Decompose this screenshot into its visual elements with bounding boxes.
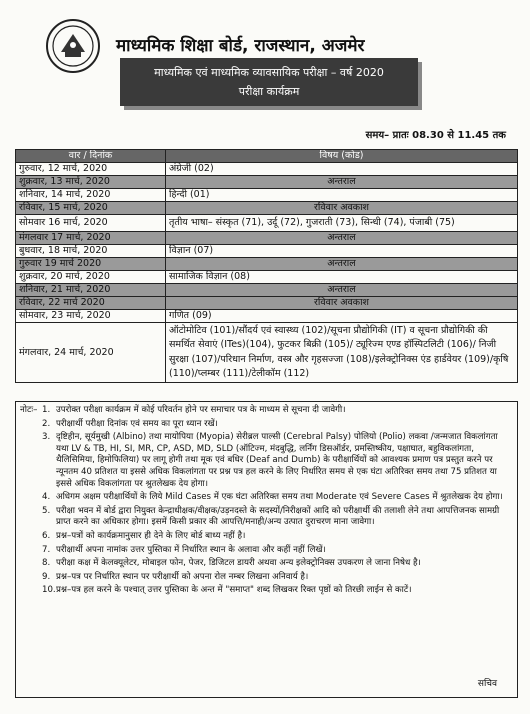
note-text: प्रश्न–पत्रों को कार्यक्रमानुसार ही देने के लिए बोर्ड बाध्य नहीं है। (56, 530, 246, 541)
table-row (16, 163, 518, 176)
note-text: उपरोक्त परीक्षा कार्यक्रम में कोई परिवर्तन होने पर समाचार पत्र के माध्यम से सूचना दी जावेगी। (56, 405, 346, 415)
board-emblem-icon (45, 18, 101, 74)
row-day: शनिवार, 21 मार्च, 2020 (16, 284, 166, 297)
row-day: मंगलवार 17 मार्च, 2020 (16, 232, 166, 245)
table-row (16, 232, 518, 245)
note-heading (20, 492, 42, 504)
note-item (20, 545, 511, 557)
column-header-day: वार / दिनांक (16, 150, 166, 163)
row-subject: सामाजिक विज्ञान (08) (166, 271, 518, 284)
note-item (20, 419, 511, 431)
note-number: 5. (42, 505, 51, 516)
note-heading (20, 558, 42, 570)
row-day: शुक्रवार, 20 मार्च, 2020 (16, 271, 166, 284)
row-subject: अन्तराल (166, 258, 518, 271)
note-heading (20, 545, 42, 557)
row-subject: अन्तराल (166, 284, 518, 297)
note-heading (20, 506, 42, 529)
note-text: परीक्षार्थी परीक्षा दिनांक एवं समय का पूरा ध्यान रखें। (56, 418, 218, 429)
row-subject: रविवार अवकाश (166, 202, 518, 215)
note-item (20, 558, 511, 570)
note-heading (20, 432, 42, 490)
note-heading (20, 531, 42, 543)
table-row (16, 245, 518, 258)
exam-banner (120, 58, 418, 106)
note-number: 1. (42, 405, 51, 415)
note-number: 8. (42, 558, 51, 569)
table-row (16, 284, 518, 297)
note-text: परीक्षार्थी अपना नामांक उत्तर पुस्तिका में निर्धारित स्थान के अलावा और कहीं नहीं लिखें। (56, 544, 326, 555)
table-row (16, 297, 518, 310)
note-heading: नोटः– (20, 405, 38, 415)
notes-box (15, 401, 518, 698)
row-day: गुरुवार 19 मार्च 2020 (16, 258, 166, 271)
note-number: 10. (42, 585, 56, 596)
row-day: गुरुवार, 12 मार्च, 2020 (16, 163, 166, 176)
note-item (20, 572, 511, 584)
table-row (16, 202, 518, 215)
row-day: रविवार, 22 मार्च 2020 (16, 297, 166, 310)
table-header-row (16, 150, 518, 163)
note-number: 4. (42, 492, 51, 503)
note-text: प्रश्न–पत्र पर निर्धारित स्थान पर परीक्षार्थी को अपना रोल नम्बर लिखना अनिवार्य है। (56, 571, 309, 582)
note-text: परीक्षा भवन में बोर्ड द्वारा नियुक्त केन्द्राधीक्षक/वीक्षक/उड़नदस्ते के सदस्यों/निरीक्षकों आदि को परीक्षार्थी की तलाशी लेने तथा आपत्तिजनक सामग्री प्राप्त करने का अधिकार होगा। इसमें किसी प्रकार की आपत्ति/मनाही/अन्य उत्पात दुराचरण माना जावेगा। (56, 505, 500, 528)
note-number: 2. (42, 418, 51, 429)
note-text: दृष्टिहीन, सूर्यमुखी (Albino) तथा मायोपिया (Myopia) सेरीब्रल पाल्सी (Cerebral Palsy) पोलियो (Polio) लकवा /जन्मजात विकलांगता यथा LV & TB, HI, SI, MR, CP, ASD, MD, SLD (ऑटिज्म, मंदबुद्धि, लर्निंग डिसऑर्डर, प्रमस्तिष्कीय, पक्षाघात, बहुविकलांगता, थैलिसिमिया, हिमोफिलिया) पर लागू होगी तथा मूक एवं बधिर (Deaf and Dumb) के परीक्षार्थियों को आवश्यक प्रमाण पत्र प्रस्तुत करने पर न्यूनतम 40 प्रतिशत या इससे अधिक विकलांगता पर प्रश्न पत्र हल करने के लिए निर्धारित समय से एक घंटा अतिरिक्त समय तथा 75 प्रतिशत या इससे अधिक विकलांगता पर श्रुतलेखक देय होगा। (56, 432, 498, 489)
note-text: अधिगम अक्षम परीक्षार्थियों के लिये Mild Cases में एक घंटा अतिरिक्त समय तथा Moderate एवं Severe Cases में श्रुतलेखक देय होगा। (56, 492, 503, 503)
table-row (16, 176, 518, 189)
table-row (16, 323, 518, 383)
note-item (20, 585, 511, 597)
row-subject: रविवार अवकाश (166, 297, 518, 310)
row-day: शुक्रवार, 13 मार्च, 2020 (16, 176, 166, 189)
board-title: माध्यमिक शिक्षा बोर्ड, राजस्थान, अजमेर (116, 36, 365, 56)
row-subject: अंग्रेजी (02) (166, 163, 518, 176)
note-item (20, 506, 511, 529)
row-day: रविवार, 15 मार्च, 2020 (16, 202, 166, 215)
note-heading (20, 572, 42, 584)
note-number: 9. (42, 571, 51, 582)
note-number: 7. (42, 544, 51, 555)
time-note: समय– प्रातः 08.30 से 11.45 तक (365, 130, 506, 141)
row-subject: तृतीय भाषा– संस्कृत (71), उर्दू (72), गुजराती (73), सिन्धी (74), पंजाबी (75) (166, 215, 518, 232)
row-day: बुधवार, 18 मार्च, 2020 (16, 245, 166, 258)
note-item (20, 432, 511, 490)
signature: सचिव (477, 679, 497, 690)
table-row (16, 189, 518, 202)
note-item (20, 492, 511, 504)
note-text: प्रश्न–पत्र हल करने के पश्चात् उत्तर पुस्तिका के अन्त में "समाप्त" शब्द लिखकर रिक्त पृष्ठों को तिरछी लाईन से काटें। (56, 585, 412, 596)
table-row (16, 258, 518, 271)
row-day: सोमवार, 23 मार्च, 2020 (16, 310, 166, 323)
row-day: मंगलवार, 24 मार्च, 2020 (16, 323, 166, 383)
note-heading (20, 419, 42, 431)
row-day: सोमवार 16 मार्च, 2020 (16, 215, 166, 232)
note-text: परीक्षा कक्ष में केलक्यूलेटर, मोबाइल फोन, पेजर, डिजिटल डायरी अथवा अन्य इलेक्ट्रोनिक्स उपकरण ले जाना निषेध है। (56, 558, 421, 569)
note-heading (20, 585, 42, 597)
note-number: 6. (42, 530, 51, 541)
note-item (20, 405, 511, 417)
column-header-subject: विषय (कोड) (166, 150, 518, 163)
row-subject: हिन्दी (01) (166, 189, 518, 202)
table-row (16, 310, 518, 323)
row-day: शनिवार, 14 मार्च, 2020 (16, 189, 166, 202)
note-number: 3. (42, 432, 51, 443)
note-item (20, 531, 511, 543)
schedule-table (15, 149, 518, 383)
row-subject: गणित (09) (166, 310, 518, 323)
row-subject: अन्तराल (166, 176, 518, 189)
row-subject: अन्तराल (166, 232, 518, 245)
row-subject: ऑटोमोटिव (101)/सौंदर्य एवं स्वास्थ्य (102)/सूचना प्रौद्योगिकी (IT) व सूचना प्रौद्योगिकी की समर्थित सेवाएं (ITes)(104), फुटकर बिक्री (105)/ ट्यूरिज्म एण्ड हॉस्पिटलिटी (106)/ निजी सुरक्षा (107)/परिधान निर्माण, वस्त्र और गृहसज्जा (108)/इलेक्ट्रोनिक्स एंड हार्डवेयर (109)/कृषि (110)/प्लम्बर (111)/टेलीकॉम (112) (166, 323, 518, 383)
banner-title: माध्यमिक एवं माध्यमिक व्यावसायिक परीक्षा – वर्ष 2020 (154, 66, 384, 79)
table-row (16, 215, 518, 232)
banner-subtitle: परीक्षा कार्यक्रम (238, 85, 300, 98)
table-row (16, 271, 518, 284)
row-subject: विज्ञान (07) (166, 245, 518, 258)
